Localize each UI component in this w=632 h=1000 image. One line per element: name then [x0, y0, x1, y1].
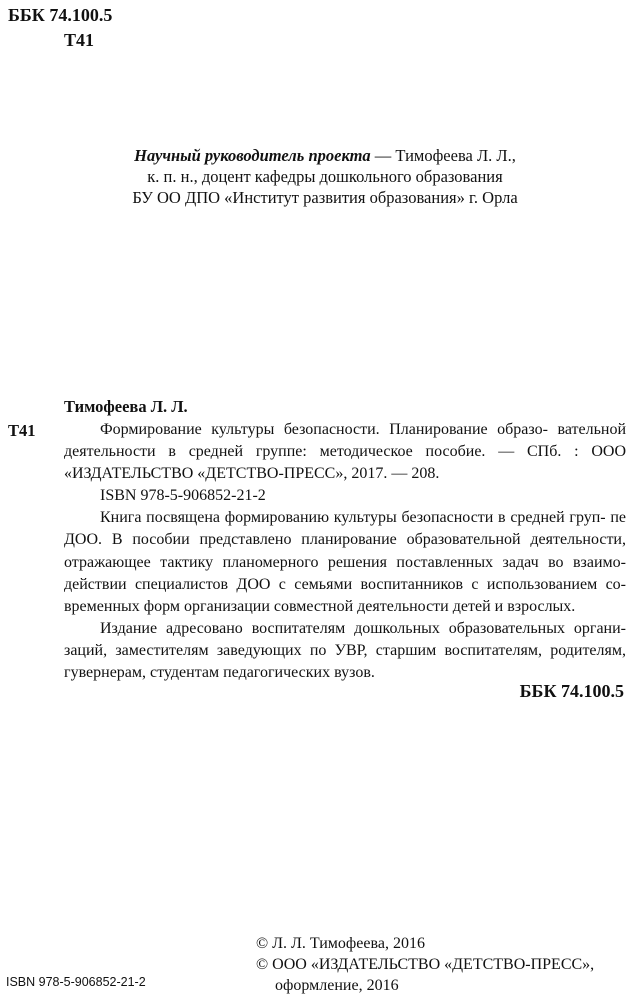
copyright-author: © Л. Л. Тимофеева, 2016	[256, 935, 425, 952]
card-author: Тимофеева Л. Л.	[64, 397, 188, 416]
supervisor-line-1	[60, 145, 590, 166]
card-bbk-code: ББК 74.100.5	[519, 681, 624, 701]
supervisor-line-2: к. п. н., доцент кафедры дошкольного образования	[147, 167, 503, 186]
copyright-publisher-design: оформление, 2016	[275, 977, 399, 994]
card-title-line-1: Формирование культуры безопасности. Планирование образо-	[100, 421, 548, 438]
card-title-line-3: СПб. : ООО «ИЗДАТЕЛЬСТВО «ДЕТСТВО-ПРЕСС», 2017. — 208.	[64, 443, 627, 483]
bbk-code-top: ББК 74.100.5	[8, 5, 113, 25]
annotation-line-5: временных форм организации совместной деятельности детей и взрослых.	[64, 597, 576, 615]
author-mark-top: Т41	[64, 30, 95, 50]
card-title-line-2: вательной деятельности в средней группе: методическое пособие. —	[64, 421, 627, 461]
supervisor-line-3: БУ ОО ДПО «Институт развития образования» г. Орла	[132, 188, 518, 207]
supervisor-name: — Тимофеева Л. Л.,	[370, 146, 516, 165]
annotation-line-1: Книга посвящена формированию культуры безопасности в средней груп-	[100, 509, 606, 527]
catalog-card	[64, 419, 626, 684]
supervisor-role: Научный руководитель проекта	[134, 146, 371, 165]
card-author-mark: Т41	[8, 421, 36, 440]
card-audience	[64, 618, 626, 684]
isbn-bottom: ISBN 978-5-906852-21-2	[6, 975, 146, 989]
card-bibliographic-description	[64, 419, 626, 485]
card-isbn: ISBN 978-5-906852-21-2	[100, 487, 266, 505]
copyright-publisher: © ООО «ИЗДАТЕЛЬСТВО «ДЕТСТВО-ПРЕСС»,	[256, 956, 595, 973]
card-annotation	[64, 507, 626, 617]
copyright-block	[256, 933, 594, 996]
annotation-line-4: действии специалистов ДОО с семьями воспитанников с использованием со-	[64, 575, 626, 593]
audience-line-1: Издание адресовано воспитателям дошкольных образовательных органи-	[100, 619, 626, 637]
audience-line-3: гувернерам, студентам педагогических вузов.	[64, 664, 375, 682]
annotation-line-3: отражающее тактику планомерного решения поставленных задач во взаимо-	[64, 553, 626, 571]
audience-line-2: заций, заместителям заведующих по УВР, старшим воспитателям, родителям,	[64, 641, 626, 659]
annotation-line-2: пе ДОО. В пособии представлено планирование образовательной деятельности,	[64, 509, 627, 549]
scientific-supervisor	[60, 145, 590, 208]
